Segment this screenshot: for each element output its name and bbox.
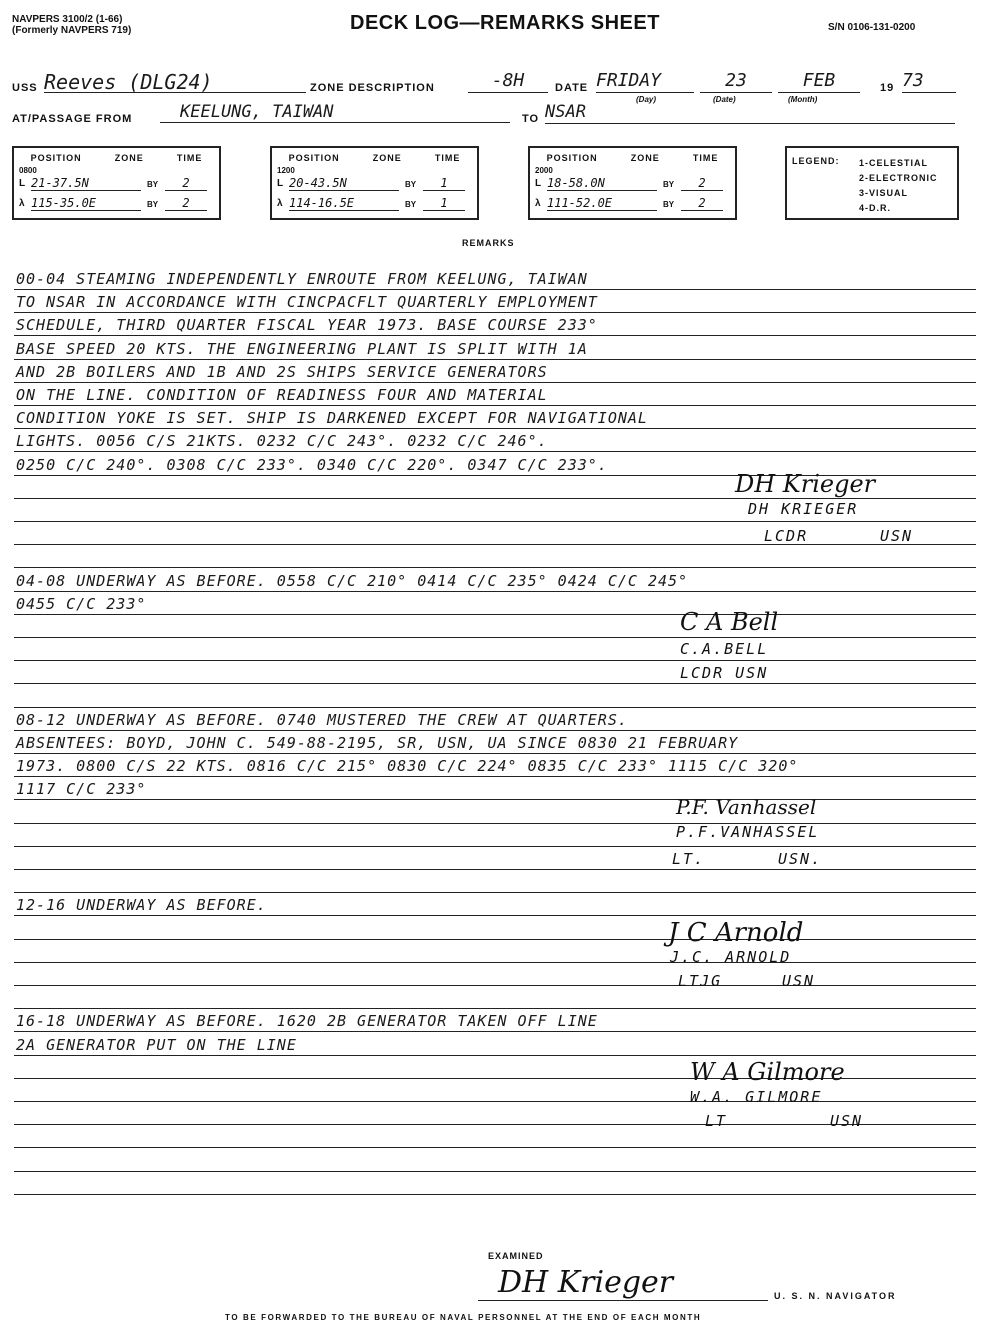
- signer-rank-5: LT: [705, 1112, 728, 1130]
- signer-name-2: C.A.BELL: [680, 640, 769, 658]
- legend-item: 4-D.R.: [859, 203, 892, 213]
- ruled-line: [14, 707, 976, 708]
- ruled-line: [14, 1031, 976, 1032]
- ruled-line: [14, 869, 976, 870]
- latitude-field[interactable]: 18-58.0N: [547, 176, 657, 191]
- year-field[interactable]: 73: [902, 70, 956, 93]
- form-id: [12, 14, 131, 36]
- longitude-zone-field[interactable]: 2: [165, 196, 207, 211]
- remarks-line[interactable]: 12-16 UNDERWAY AS BEFORE.: [16, 896, 267, 914]
- date-caption: (Date): [713, 95, 736, 104]
- ruled-line: [14, 915, 976, 916]
- latitude-zone-field[interactable]: 2: [681, 176, 723, 191]
- longitude-field[interactable]: 114-16.5E: [289, 196, 399, 211]
- ruled-line: [14, 1171, 976, 1172]
- ruled-line: [14, 730, 976, 731]
- ruled-line: [14, 451, 976, 452]
- latitude-symbol: L: [19, 178, 26, 189]
- examiner-signature-line[interactable]: [478, 1265, 768, 1301]
- signature-1: DH Krieger: [735, 470, 876, 498]
- remarks-line[interactable]: 00-04 STEAMING INDEPENDENTLY ENROUTE FROM KEELUNG, TAIWAN: [16, 270, 588, 288]
- position-box: [12, 146, 221, 220]
- remarks-line[interactable]: 2A GENERATOR PUT ON THE LINE: [16, 1036, 297, 1054]
- ruled-line: [14, 312, 976, 313]
- longitude-symbol: λ: [277, 198, 283, 209]
- remarks-line[interactable]: 04-08 UNDERWAY AS BEFORE. 0558 C/C 210° 0414 C/C 235° 0424 C/C 245°: [16, 572, 689, 590]
- ruled-line: [14, 405, 976, 406]
- signer-rank-4: LTJG: [678, 972, 723, 990]
- date-label: DATE: [555, 82, 589, 94]
- ruled-line: [14, 382, 976, 383]
- to-label: TO: [522, 113, 540, 125]
- longitude-zone-field[interactable]: 2: [681, 196, 723, 211]
- ruled-line: [14, 660, 976, 661]
- signer-rank-1: LCDR: [764, 527, 809, 545]
- ruled-line: [14, 753, 976, 754]
- ruled-line: [14, 591, 976, 592]
- ruled-line: [14, 776, 976, 777]
- uss-label: USS: [12, 82, 38, 94]
- from-field[interactable]: KEELUNG, TAIWAN: [160, 102, 510, 123]
- by-label: BY: [147, 180, 159, 189]
- signature-5: W A Gilmore: [690, 1058, 845, 1086]
- by-label: BY: [663, 200, 675, 209]
- year-prefix: 19: [880, 82, 895, 94]
- forward-note: TO BE FORWARDED TO THE BUREAU OF NAVAL PERSONNEL AT THE END OF EACH MONTH: [225, 1313, 702, 1322]
- date-field[interactable]: 23: [700, 70, 772, 93]
- ruled-line: [14, 614, 976, 615]
- ruled-line: [14, 567, 976, 568]
- by-label: BY: [405, 200, 417, 209]
- ruled-line: [14, 846, 976, 847]
- remarks-line[interactable]: 08-12 UNDERWAY AS BEFORE. 0740 MUSTERED THE CREW AT QUARTERS.: [16, 711, 628, 729]
- by-label: BY: [405, 180, 417, 189]
- zone-label: ZONE DESCRIPTION: [310, 82, 435, 94]
- zone-col-header: ZONE: [630, 153, 660, 163]
- remarks-line[interactable]: BASE SPEED 20 KTS. THE ENGINEERING PLANT IS SPLIT WITH 1A: [16, 340, 588, 358]
- examined-label: EXAMINED: [488, 1251, 544, 1261]
- signer-name-5: W.A. GILMORE: [690, 1088, 823, 1106]
- remarks-line[interactable]: SCHEDULE, THIRD QUARTER FISCAL YEAR 1973. BASE COURSE 233°: [16, 316, 598, 334]
- position-time[interactable]: 2000: [535, 166, 553, 175]
- remarks-label: REMARKS: [462, 238, 515, 248]
- ruled-line: [14, 1008, 976, 1009]
- time-col-header: TIME: [176, 153, 203, 163]
- form-number: NAVPERS 3100/2 (1-66): [12, 14, 123, 25]
- day-caption: (Day): [636, 95, 657, 104]
- remarks-line[interactable]: 1973. 0800 C/S 22 KTS. 0816 C/C 215° 0830 C/C 224° 0835 C/C 233° 1115 C/C 320°: [16, 757, 799, 775]
- ruled-line: [14, 985, 976, 986]
- day-field[interactable]: FRIDAY: [596, 70, 694, 93]
- legend-item: 2-ELECTRONIC: [859, 173, 938, 183]
- by-label: BY: [663, 180, 675, 189]
- page-title: DECK LOG—REMARKS SHEET: [350, 12, 660, 34]
- signer-service-3: USN.: [778, 850, 823, 868]
- signature-3: P.F. Vanhassel: [676, 795, 817, 819]
- ruled-line: [14, 498, 976, 499]
- position-time[interactable]: 0800: [19, 166, 37, 175]
- ruled-line: [14, 939, 976, 940]
- signer-rank-2: LCDR USN: [680, 664, 769, 682]
- position-box: [270, 146, 479, 220]
- time-col-header: TIME: [434, 153, 461, 163]
- latitude-zone-field[interactable]: 1: [423, 176, 465, 191]
- ruled-line: [14, 1055, 976, 1056]
- zone-col-header: ZONE: [372, 153, 402, 163]
- ship-name-field[interactable]: Reeves (DLG24): [44, 70, 306, 93]
- ruled-line: [14, 428, 976, 429]
- remarks-line[interactable]: 0455 C/C 233°: [16, 595, 147, 613]
- longitude-field[interactable]: 115-35.0E: [31, 196, 141, 211]
- signer-service-5: USN: [830, 1112, 864, 1130]
- stock-number: S/N 0106-131-0200: [828, 22, 916, 33]
- remarks-line[interactable]: CONDITION YOKE IS SET. SHIP IS DARKENED EXCEPT FOR NAVIGATIONAL: [16, 409, 648, 427]
- signature-2: C A Bell: [680, 608, 779, 636]
- longitude-symbol: λ: [19, 198, 25, 209]
- legend-item: 3-VISUAL: [859, 188, 909, 198]
- ruled-line: [14, 521, 976, 522]
- signer-name-3: P.F.VANHASSEL: [676, 823, 820, 841]
- ruled-line: [14, 335, 976, 336]
- zone-col-header: ZONE: [114, 153, 144, 163]
- from-label: AT/PASSAGE FROM: [12, 113, 133, 125]
- time-col-header: TIME: [692, 153, 719, 163]
- position-col-header: POSITION: [288, 153, 340, 163]
- remarks-line[interactable]: 1117 C/C 233°: [16, 780, 147, 798]
- remarks-line[interactable]: ON THE LINE. CONDITION OF READINESS FOUR AND MATERIAL: [16, 386, 548, 404]
- ruled-line: [14, 1147, 976, 1148]
- ruled-line: [14, 1101, 976, 1102]
- position-col-header: POSITION: [546, 153, 598, 163]
- examiner-title: U. S. N. NAVIGATOR: [774, 1291, 897, 1301]
- month-caption: (Month): [788, 95, 818, 104]
- position-time[interactable]: 1200: [277, 166, 295, 175]
- remarks-line[interactable]: 0250 C/C 240°. 0308 C/C 233°. 0340 C/C 220°. 0347 C/C 233°.: [16, 456, 608, 474]
- signer-service-4: USN: [782, 972, 816, 990]
- longitude-field[interactable]: 111-52.0E: [547, 196, 657, 211]
- position-col-header: POSITION: [30, 153, 82, 163]
- signer-name-1: DH KRIEGER: [748, 500, 859, 518]
- legend-item: 1-CELESTIAL: [859, 158, 929, 168]
- ruled-line: [14, 892, 976, 893]
- to-field[interactable]: NSAR: [545, 102, 955, 124]
- ruled-line: [14, 637, 976, 638]
- ruled-line: [14, 359, 976, 360]
- latitude-field[interactable]: 21-37.5N: [31, 176, 141, 191]
- latitude-field[interactable]: 20-43.5N: [289, 176, 399, 191]
- signature-4: J C Arnold: [668, 918, 804, 948]
- latitude-symbol: L: [535, 178, 542, 189]
- ruled-line: [14, 823, 976, 824]
- remarks-line[interactable]: LIGHTS. 0056 C/S 21KTS. 0232 C/C 243°. 0232 C/C 246°.: [16, 432, 548, 450]
- remarks-line[interactable]: TO NSAR IN ACCORDANCE WITH CINCPACFLT QUARTERLY EMPLOYMENT: [16, 293, 598, 311]
- longitude-symbol: λ: [535, 198, 541, 209]
- ruled-line: [14, 962, 976, 963]
- zone-field[interactable]: -8H: [468, 70, 548, 93]
- ruled-line: [14, 1194, 976, 1195]
- ruled-line: [14, 289, 976, 290]
- ruled-line: [14, 544, 976, 545]
- month-field[interactable]: FEB: [778, 70, 860, 93]
- longitude-zone-field[interactable]: 1: [423, 196, 465, 211]
- form-formerly: (Formerly NAVPERS 719): [12, 25, 132, 36]
- signer-name-4: J.C. ARNOLD: [670, 948, 792, 966]
- signer-service-1: USN: [880, 527, 914, 545]
- signer-rank-3: LT.: [672, 850, 706, 868]
- examiner-signature: DH Krieger: [498, 1265, 674, 1300]
- remarks-line[interactable]: ABSENTEES: BOYD, JOHN C. 549-88-2195, SR, USN, UA SINCE 0830 21 FEBRUARY: [16, 734, 739, 752]
- latitude-zone-field[interactable]: 2: [165, 176, 207, 191]
- legend-box: [785, 146, 959, 220]
- remarks-line[interactable]: AND 2B BOILERS AND 1B AND 2S SHIPS SERVICE GENERATORS: [16, 363, 548, 381]
- ruled-line: [14, 799, 976, 800]
- by-label: BY: [147, 200, 159, 209]
- legend-title: LEGEND:: [792, 156, 840, 166]
- ruled-line: [14, 683, 976, 684]
- position-box: [528, 146, 737, 220]
- remarks-line[interactable]: 16-18 UNDERWAY AS BEFORE. 1620 2B GENERATOR TAKEN OFF LINE: [16, 1012, 598, 1030]
- latitude-symbol: L: [277, 178, 284, 189]
